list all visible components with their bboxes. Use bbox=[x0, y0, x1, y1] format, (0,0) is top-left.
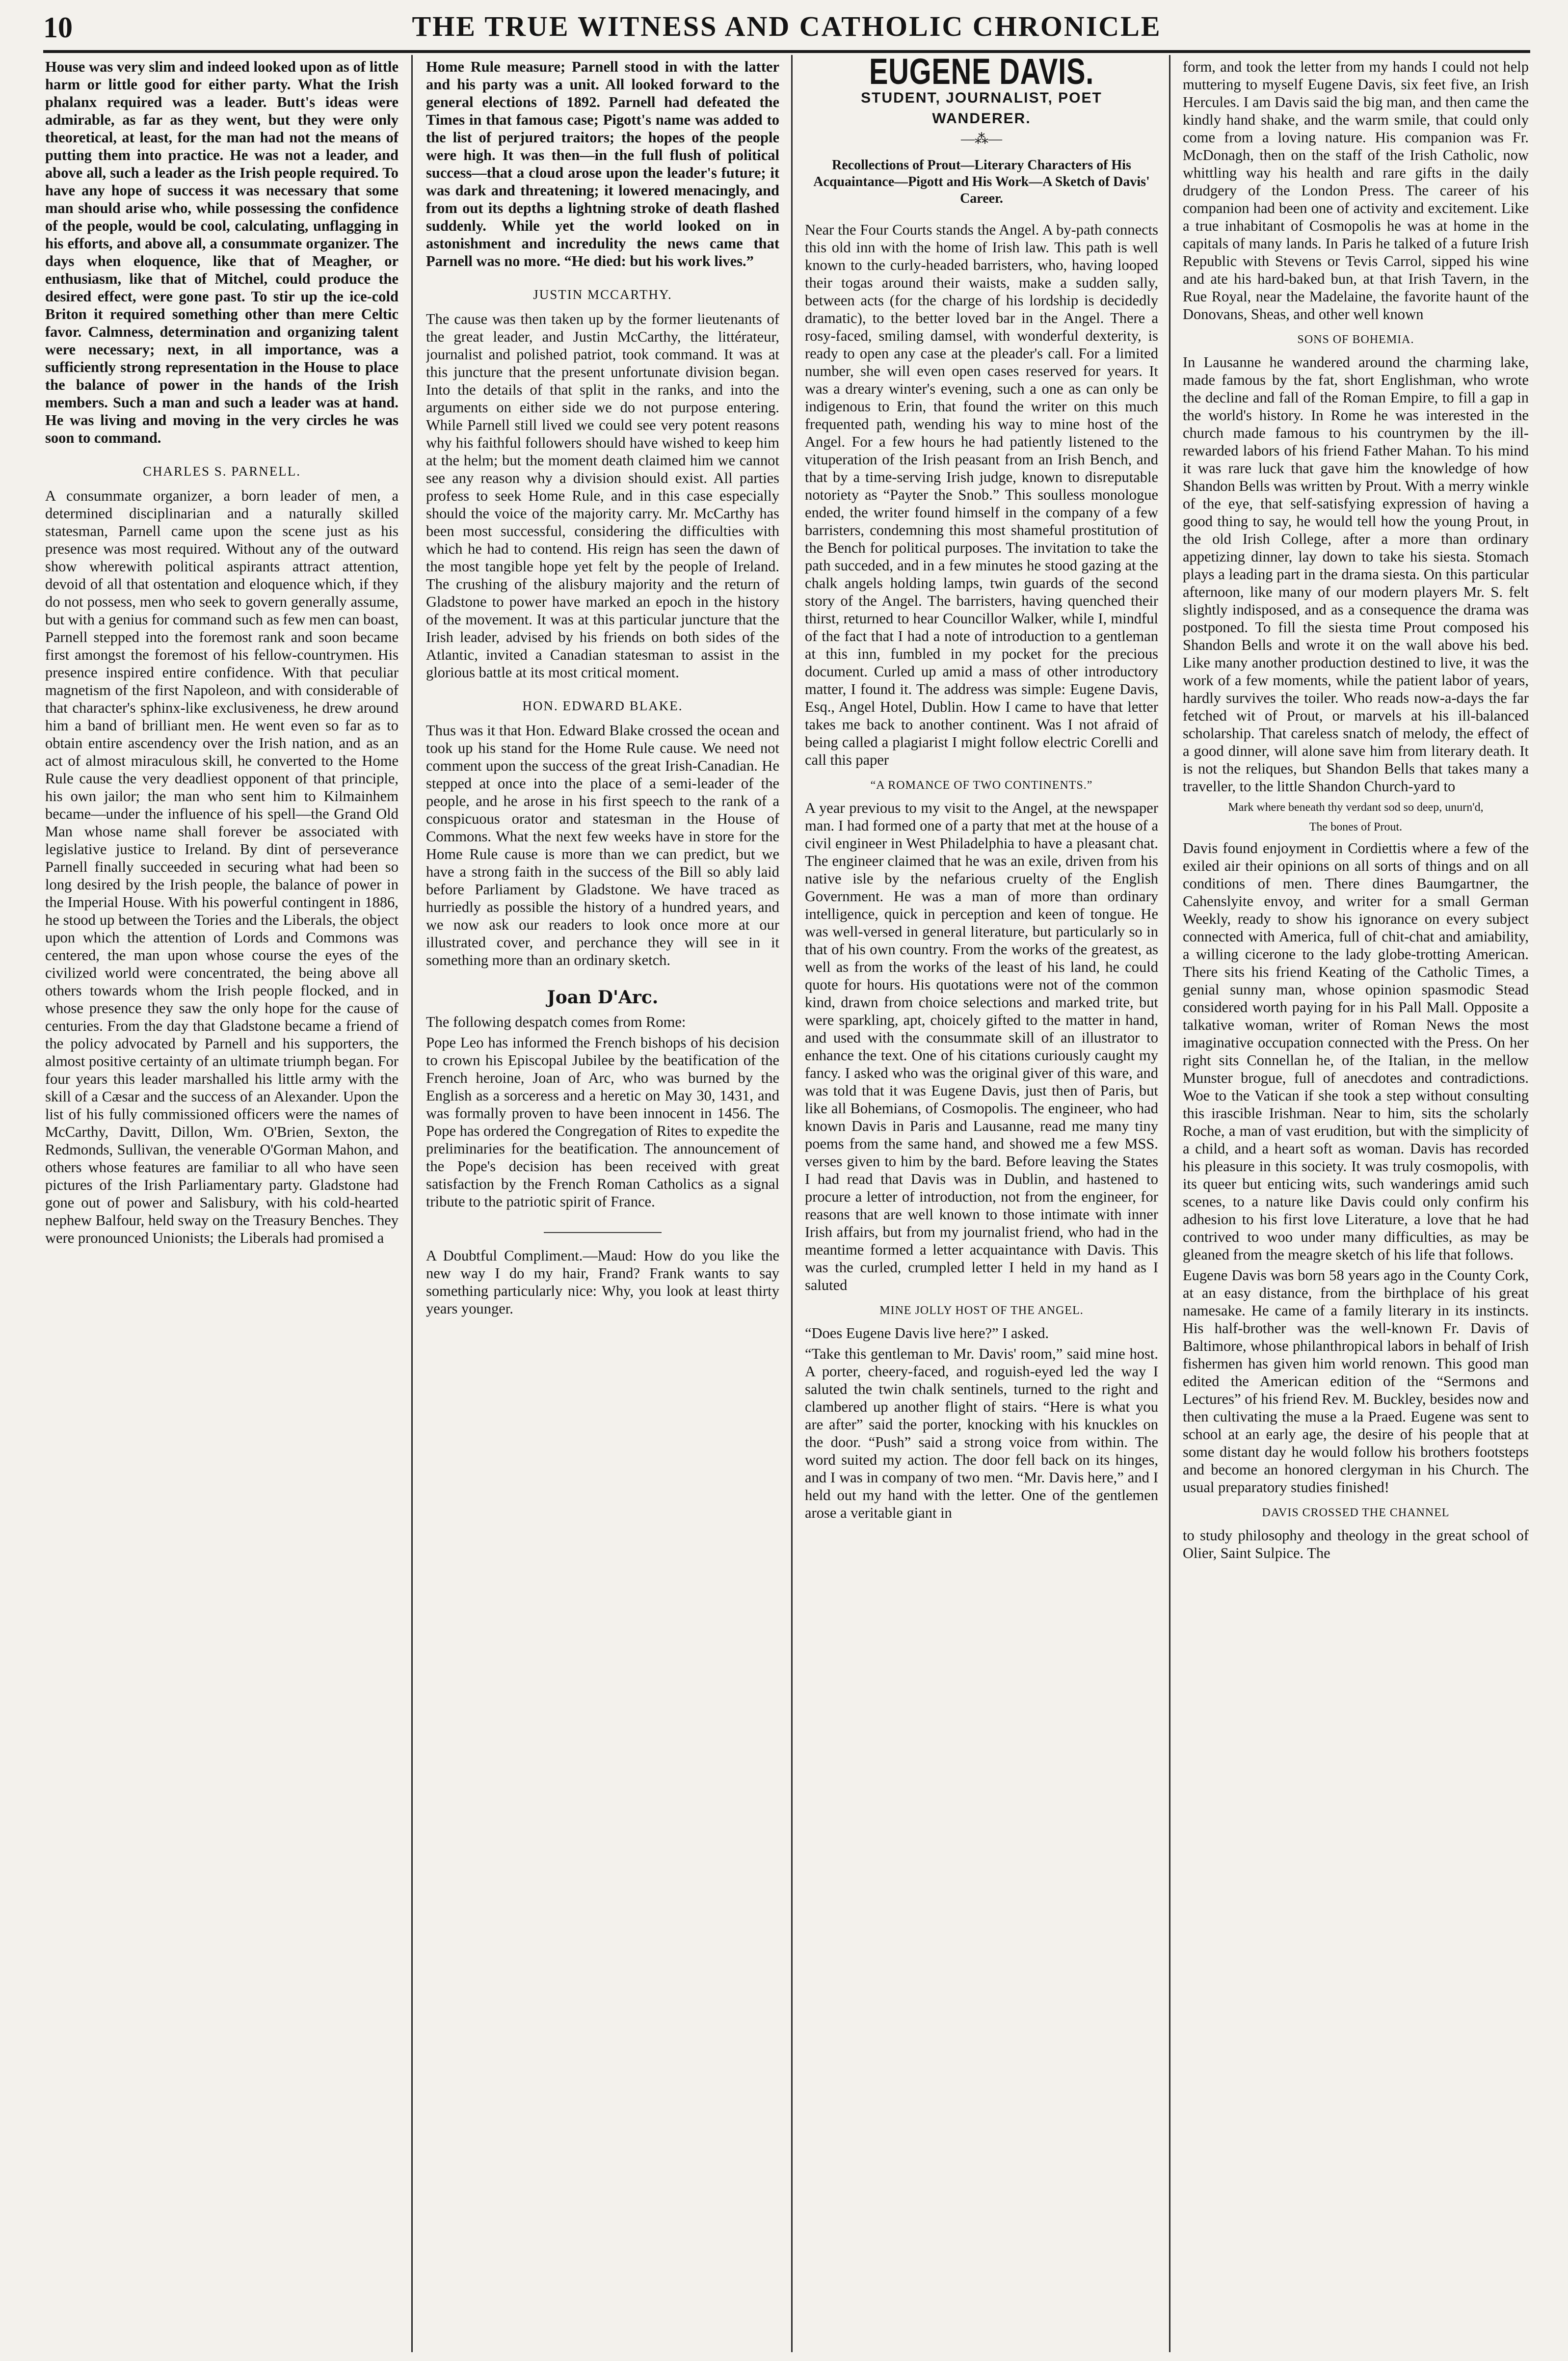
column-3 bbox=[805, 58, 1158, 2350]
column-divider bbox=[411, 55, 413, 2352]
section-heading-channel: DAVIS CROSSED THE CHANNEL bbox=[1262, 1506, 1450, 1519]
article-paragraph: to study philosophy and theology in the great school of Olier, Saint Sulpice. The bbox=[1183, 1527, 1529, 1561]
section-heading-mccarthy: JUSTIN MCCARTHY. bbox=[533, 287, 672, 302]
article-subhead: WANDERER. bbox=[932, 110, 1031, 127]
section-heading-romance: “A ROMANCE OF TWO CONTINENTS.” bbox=[870, 779, 1093, 792]
article-paragraph: A consummate organizer, a born leader of men, a determined disciplinarian and a naturally skilled statesman, Parnell came upon the scene just as his presence was most required. Without any of the outward show wherewith political aspirants attract attention, devoid of all that ostentation and eloquence which, if they do not possess, men who seek to govern generally assume, but with a genius for command such as few men can boast, Parnell stepped into the foremost rank and soon became first amongst the foremost of his fellow-countrymen. His presence inspired entire confidence. With that peculiar magnetism of the first Napoleon, and with considerable of that character's sphinx-like exclusiveness, he drew around him a band of brilliant men. He went even so far as to obtain entire ascendency over the Irish nation, and as an act of almost miraculous skill, he converted to the Home Rule cause the very deadliest opponent of that principle, his own jailor; the man who sent him to Kilmainhem became—under the influence of his spell—the Grand Old Man whose name shall forever be associated with legislative justice to Ireland. By dint of perseverance Parnell finally succeeded in securing what had been so long desired by the Irish people, the balance of power in the Imperial House. With his powerful contingent in 1886, he stood up between the Tories and the Liberals, the object upon which the attention of Lords and Commons was centered, the man upon whose course the eyes of the civilized world were concentrated, the being above all others towards whom the Irish people flocked, and in whose presence they saw the only hope for the cause of centuries. From the day that Gladstone became a friend of the policy advocated by Parnell and his supporters, the almost positive certainty of an ultimate triumph began. For four years this leader marshalled his little army with the skill of a Cæsar and the success of an Alexander. Upon the list of his fully commissioned officers were the names of McCarthy, Davitt, Dillon, Wm. O'Brien, Sexton, the Redmonds, Sullivan, the venerable O'Gorman Mahon, and others whose features are familiar to all who have seen pictures of the Irish Parliamentary party. Gladstone had gone out of power and Salisbury, with his cold-hearted nephew Balfour, held sway on the Treasury Benches. They were pronounced Unionists; the Liberals had promised a bbox=[45, 487, 399, 1246]
article-paragraph: A Doubtful Compliment.—Maud: How do you like the new way I do my hair, Frand? Frank wants to say something particularly nice: Why, you look at least thirty years younger. bbox=[426, 1247, 779, 1317]
column-4 bbox=[1183, 58, 1529, 2350]
section-heading-joan: Joan D'Arc. bbox=[547, 987, 659, 1008]
column-divider bbox=[1169, 55, 1170, 2352]
article-paragraph: Near the Four Courts stands the Angel. A by-path connects this old inn with the home of Irish law. This path is well known to the curly-headed barristers, who, having looped their togas around their waists, make a sudden sally, between acts (for the charge of his lordship is decidedly dramatic), to the better loved bar in the Angel. There a rosy-faced, smiling damsel, with wonderful dexterity, is ready to open any case at the pleader's call. For a limited number, she will even open cases reserved for years. It was a dreary winter's evening, such a one as can only be indigenous to Erin, that found the writer on this much frequented path, wending his way to mine host of the Angel. For a few hours he had patiently listened to the vituperation of the Irish peasant from an Irish Bench, and that by a time-serving Irish judge, known to disreputable notoriety as “Payter the Snob.” This soulless monologue ended, the writer found himself in the company of a few barristers, condemning this most shameful prostitution of the Bench for political purposes. The invitation to take the path succeded, and in a few minutes he stood gazing at the chalk angels holding lamps, twin guards of the second story of the Angel. The barristers, having quenched their thirst, returned to hear Councillor Walker, while I, mindful of the fact that I had a note of introduction to a gentleman at this inn, fumbled in my pocket for the precious document. Curled up amid a mass of other introductory matter, I found it. The address was simple: Eugene Davis, Esq., Angel Hotel, Dublin. How I came to have that letter takes me back to another continent. Was I not afraid of being called a plagiarist I might follow electric Corelli and call this paper bbox=[805, 221, 1158, 768]
article-paragraph: A year previous to my visit to the Angel, at the newspaper man. I had formed one of a party that met at the house of a civil engineer in West Philadelphia to have a pleasant chat. The engineer claimed that he was an exile, driven from his native isle by the nefarious cruelty of the English Government. He was a man of more than ordinary intelligence, quick in perception and keen of tongue. He was well-versed in general literature, but particularly so in that of his own country. From the works of the greatest, as well as from the works of the least of his land, he could quote for hours. His quotations were not of the common kind, drawn from choice selections and marked trite, but were sparkling, apt, choicely gifted to the matter in hand, and used with the consummate skill of an illustrator to enhance the text. One of his citations curiously caught my fancy. I asked who was the original giver of this ware, and was told that it was Eugene Davis, just then of Paris, but like all Bohemians, of Cosmopolis. The engineer, who had known Davis in Paris and Lausanne, read me many tiny poems from the same hand, and showed me a few MSS. verses given to him by the bard. Before leaving the States I had read that Davis was in Dublin, and hastened to procure a letter of introduction, not from the engineer, for reasons that are well known to those intimate with inner Irish affairs, but from my journalist friend, who had in the meantime formed a letter acquaintance with Davis. This was the curled, crumpled letter I held in my hand as I saluted bbox=[805, 800, 1158, 1293]
article-paragraph: Home Rule measure; Parnell stood in with the latter and his party was a unit. All looked forward to the general elections of 1892. Parnell had defeated the Times in that famous case; Pigott's name was added to the list of perjured traitors; the hopes of the people were high. It was then—in the full flush of political success—that a cloud arose upon the leader's future; it was dark and threatening; it lowered menacingly, and from out its depths a lightning stroke of death flashed suddenly. While yet the world looked on in astonishment and incredulity the news came that Parnell was no more. “He died: but his work lives.” bbox=[426, 58, 779, 269]
separator-rule bbox=[544, 1232, 662, 1233]
article-paragraph: Eugene Davis was born 58 years ago in the County Cork, at an easy distance, from the birthplace of his great namesake. He came of a family literary in its instincts. His half-brother was the well-known Fr. Davis of Baltimore, whose philanthropical labors in behalf of Irish fishermen has given him world renown. This good man edited the American edition of the “Sermons and Lectures” of his friend Rev. M. Buckley, besides now and then cultivating the muse a la Praed. Eugene was sent to school at an early age, the desire of his people that at some distant day he would follow his brothers footsteps and become an honored clergyman in his Church. The usual preparatory studies finished! bbox=[1183, 1267, 1529, 1496]
masthead-rule bbox=[43, 50, 1530, 53]
article-paragraph: Pope Leo has informed the French bishops of his decision to crown his Episcopal Jubilee by the beatification of the French heroine, Joan of Arc, who was burned by the English as a sorceress and a heretic on May 30, 1431, and was formally proven to have been innocent in 1456. The Pope has ordered the Congregation of Rites to expedite the preliminaries for the beatification. The announcement of the Pope's decision has been received with great satisfaction by the French Roman Catholics as a signal tribute to the patriotic spirit of France. bbox=[426, 1034, 779, 1210]
column-2 bbox=[426, 58, 779, 2350]
ornament: —⁂— bbox=[961, 132, 1002, 147]
verse-line: The bones of Prout. bbox=[1309, 821, 1403, 833]
section-heading-blake: HON. EDWARD BLAKE. bbox=[522, 698, 683, 713]
column-1 bbox=[45, 58, 399, 2350]
section-heading-parnell: CHARLES S. PARNELL. bbox=[142, 464, 301, 479]
newspaper-title: THE TRUE WITNESS AND CATHOLIC CHRONICLE bbox=[412, 10, 1162, 42]
page-number: 10 bbox=[43, 11, 73, 44]
article-headline: EUGENE DAVIS. bbox=[869, 58, 1094, 92]
section-heading-host: MINE JOLLY HOST OF THE ANGEL. bbox=[879, 1304, 1084, 1317]
article-paragraph: Davis found enjoyment in Cordiettis where a few of the exiled air their opinions on all sorts of things and on all conditions of men. There dines Baumgartner, the Cahenslyite envoy, and writer for a small German Weekly, ready to show his ignorance on every subject connected with America, full of chit-chat and amiability, a willing cicerone to the lady globe-trotting American. There sits his friend Keating of the Catholic Times, a genial sunny man, whose opinion spasmodic Stead considered worth paying for in his Pall Mall. Opposite a talkative woman, writer of Roman News the most imaginative occupation connected with the Press. On her right sits Connellan he, of the Italian, in the mellow Munster brogue, full of anecdotes and contradictions. Woe to the Vatican if she took a step without consulting this irascible Irishman. Near to him, sits the scholarly Roche, a man of vast erudition, but with the simplicity of a child, and a heart soft as woman. Davis has recorded his pleasure in this society. It was truly cosmopolis, with its queer but enticing wits, such wanderings amid such scenes, to a nature like Davis could only confirm his adhesion to his first love Literature, a love that he had contrived to woo under many difficulties, as may be gleaned from the meagre sketch of his life that follows. bbox=[1183, 840, 1529, 1263]
article-deck: Recollections of Prout—Literary Characters of His Acquaintance—Pigott and His Work—A Sketch of Davis' Career. bbox=[813, 158, 1150, 206]
article-subhead: STUDENT, JOURNALIST, POET bbox=[861, 90, 1102, 106]
article-paragraph: form, and took the letter from my hands I could not help muttering to myself Eugene Davis, six feet five, an Irish Hercules. I am Davis said the big man, and then came the kindly hand shake, and the warm smile, that could only come from a loving nature. His companion was Fr. McDonagh, then on the staff of the Irish Catholic, now whittling way his health and rare gifts in the daily drudgery of the London Press. The career of his companion had been one of activity and excitement. Like a true inhabitant of Cosmopolis he was at home in the capitals of many lands. In Paris he talked of a future Irish Republic with Stevens or Tevis Carrol, sipped his wine and ate his hard-baked bun, at that Irish Tavern, in the Rue Royal, near the Madelaine, the favorite haunt of the Donovans, Sheas, and other well known bbox=[1183, 58, 1529, 322]
article-paragraph: In Lausanne he wandered around the charming lake, made famous by the fat, short Englishman, who wrote the decline and fall of the Roman Empire, to fill a gap in the world's history. In Rome he was interested in the church made famous to his countrymen by the ill-rewarded labors of his friend Father Mahan. To his mind it was rare luck that gave him the knowledge of how Shandon Bells was written by Prout. With a merry winkle of the eye, that self-satisfying expression of having a good thing to say, he would tell how the young Prout, in the old Irish College, after a more than ordinary appetizing dinner, lay down to take his siesta. Stomach plays a leading part in the drama siesta. On this particular afternoon, like many of our modern players Mr. S. felt slightly indisposed, and as a consequence the drama was postponed. To fill the siesta time Prout composed his Shandon Bells and wrote it on the wall above his bed. Like many another production destined to live, it was the work of a few moments, while the patient labor of years, hardly survives the toiler. Who reads now-a-days the far fetched wit of Prout, or marvels at his ill-balanced scholarship. That careless snatch of melody, the effect of a good dinner, will alone save him from literary death. It is not the reliques, but Shandon Bells that takes many a traveller, to the little Shandon Church-yard to bbox=[1183, 354, 1529, 795]
article-paragraph: The following despatch comes from Rome: bbox=[426, 1014, 686, 1030]
column-divider bbox=[791, 55, 793, 2352]
verse-line: Mark where beneath thy verdant sod so deep, unurn'd, bbox=[1228, 801, 1484, 814]
article-paragraph: Thus was it that Hon. Edward Blake crossed the ocean and took up his stand for the Home Rule cause. We need not comment upon the success of the great Irish-Canadian. He stepped at once into the place of a semi-leader of the people, and he arose in his first speech to the rank of a conspicuous orator and statesman in the House of Commons. What the next few weeks have in store for the Home Rule cause is more than we can predict, but we have a strong faith in the success of the Bill so ably laid before Parliament by Gladstone. We have traced as hurriedly as possible the history of a hundred years, and we now ask our readers to look once more at our illustrated cover, and perchance they will see in it something more than an ordinary sketch. bbox=[426, 722, 779, 968]
masthead bbox=[43, 7, 1530, 50]
article-paragraph: House was very slim and indeed looked upon as of little harm or little good for either party. What the Irish phalanx required was a leader. Butt's ideas were admirable, as far as they went, but they were only theoretical, at least, for the man had not the means of putting them into practice. He was not a leader, and above all, such a leader as the Irish people required. To have any hope of success it was necessary that some man should arise who, while possessing the confidence of the people, would be cool, calculating, unflagging in his efforts, and above all, a consummate organizer. The days when eloquence, like that of Meagher, or enthusiasm, like that of Mitchel, could produce the desired effect, were gone past. To stir up the ice-cold Briton it required something other than mere Celtic favor. Calmness, determination and organizing talent were necessary; next, in all importance, was a sufficiently strong representation in the House to place the balance of power in the hands of the Irish members. Such a man and such a leader was at hand. He was living and moving in the very circles he was soon to command. bbox=[45, 58, 399, 446]
article-paragraph: “Does Eugene Davis live here?” I asked. bbox=[805, 1325, 1049, 1341]
section-heading-bohemia: SONS OF BOHEMIA. bbox=[1297, 333, 1414, 346]
article-paragraph: The cause was then taken up by the former lieutenants of the great leader, and Justin McCarthy, the littérateur, journalist and polished patriot, took command. It was at this juncture that the present unfortunate division began. Into the details of that split in the ranks, and into the arguments on either side we do not purpose entering. While Parnell still lived we could see very potent reasons why his faithful followers should have wished to keep him at the helm; but the moment death claimed him we cannot see any reason why a division should exist. All parties profess to seek Home Rule, and in this case especially should the voice of the majority carry. Mr. McCarthy has been most successful, considering the difficulties with which he had to contend. His reign has seen the dawn of the most tangible hope yet felt by the people of Ireland. The crushing of the alisbury majority and the return of Gladstone to power have marked an epoch in the history of the movement. It was at this particular juncture that the Irish leader, advised by his friends on both sides of the Atlantic, invited a Canadian statesman to assist in the glorious battle at its most critical moment. bbox=[426, 311, 779, 681]
article-paragraph: “Take this gentleman to Mr. Davis' room,” said mine host. A porter, cheery-faced, and roguish-eyed led the way I saluted the twin chalk sentinels, turned to the right and clambered up another flight of stairs. “Here is what you are after” said the porter, knocking with his knuckles on the door. “Push” said a strong voice from within. The word suited my action. The door fell back on its hinges, and I was in company of two men. “Mr. Davis here,” and I held out my hand with the letter. One of the gentlemen arose a veritable giant in bbox=[805, 1345, 1158, 1521]
